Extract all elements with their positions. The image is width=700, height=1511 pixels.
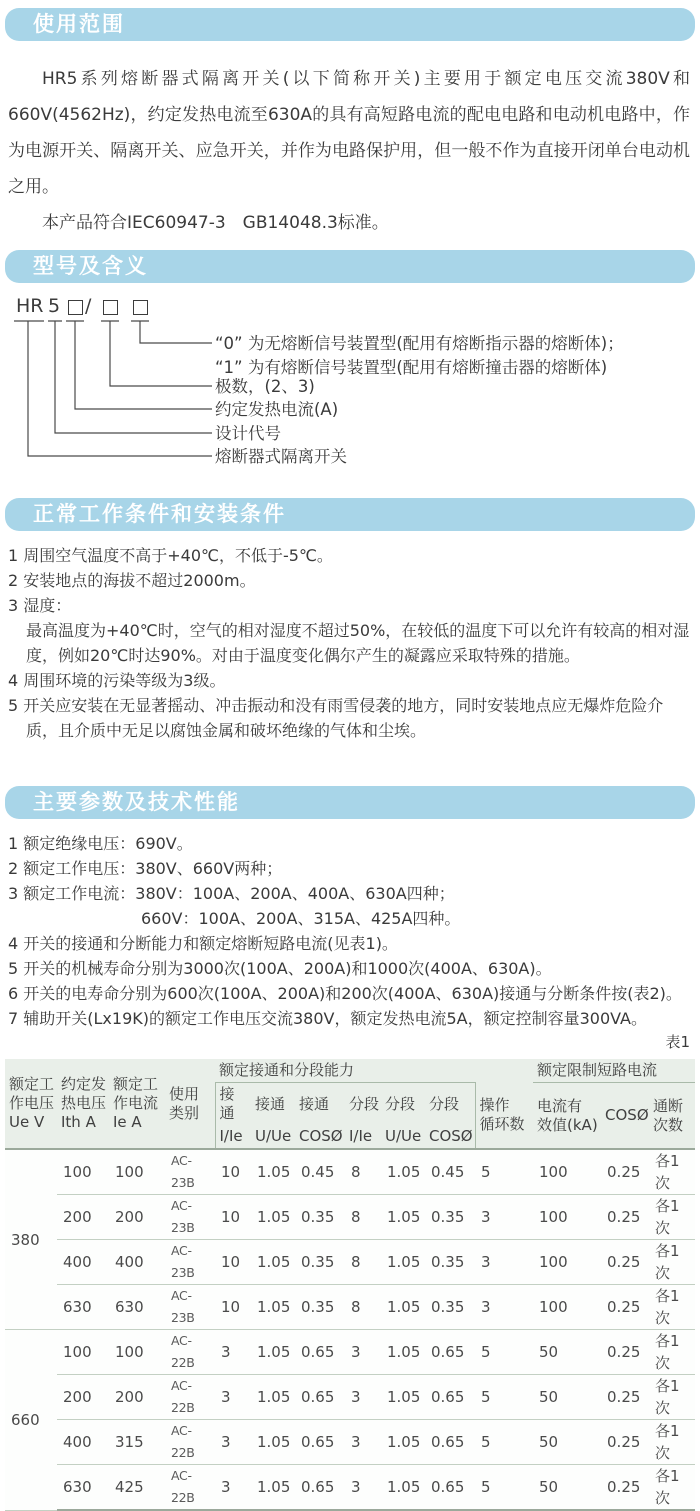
table-cell: 0.25 [601,1285,649,1330]
table-cell: 0.65 [425,1420,475,1465]
table-cell: 8 [345,1195,381,1240]
table-cell: 3 [215,1465,251,1511]
table-cell: 100 [57,1149,109,1195]
table-row [5,1195,695,1240]
model-label-switch-type: 熔断器式隔离开关 [215,447,347,466]
table-cell: 1.05 [251,1195,295,1240]
usage-paragraph-1: HR5系列熔断器式隔离开关(以下简称开关)主要用于额定电压交流380V和660V(4562Hz)，约定发热电流至630A的具有高短路电流的配电电路和电动机电路中，作为电源开关、隔离开关、应急开关，并作为电路保护用，但一般不作为直接开闭单台电动机之用。 [8,69,690,197]
col-header-thermal-current [57,1059,109,1149]
list-item: 1 周围空气温度不高于+40℃，不低于-5℃。 [8,546,333,565]
table-cell: AC-22B [165,1330,215,1375]
header-line: 约定发 [61,1075,107,1093]
table-cell: 5 [475,1465,533,1511]
col-header-cos: COSØ [295,1125,345,1149]
table-cell: 0.35 [425,1285,475,1330]
table-cell: 1.05 [251,1240,295,1285]
header-spacer [475,1059,533,1083]
table-cell: AC-22B [165,1420,215,1465]
col-header-rated-voltage [5,1059,57,1149]
col-header-cos: COSØ [601,1083,649,1150]
model-label-signal-0: “0” 为无熔断信号装置型(配用有熔断指示器的熔断体)； [215,334,624,353]
model-label-design-code: 设计代号 [215,424,281,443]
table-cell: 1.05 [381,1375,425,1420]
list-item: 1 额定绝缘电压：690V。 [8,834,193,853]
table-cell: 8 [345,1285,381,1330]
table-cell: AC-22B [165,1465,215,1511]
header-line: 通断 [653,1096,684,1115]
header-line: 作电流 [113,1094,159,1112]
table-cell: 400 [57,1240,109,1285]
table-cell: 0.65 [425,1375,475,1420]
table-cell: 630 [109,1285,165,1330]
col-header-off: 分段 [381,1083,425,1126]
table-cell: 1.05 [251,1285,295,1330]
table-cell: 100 [109,1149,165,1195]
table-cell: 100 [109,1330,165,1375]
table-cell: 50 [533,1420,601,1465]
col-header-i-ie: I/Ie [215,1125,251,1149]
table-cell: 50 [533,1465,601,1511]
table-cell: 3 [345,1330,381,1375]
table-cell: 1.05 [251,1149,295,1195]
header-line: Ie A [113,1113,142,1131]
table-cell: 0.25 [601,1375,649,1420]
table-cell: 630 [57,1285,109,1330]
header-line: 额定工 [113,1075,159,1093]
table-cell: 630 [57,1465,109,1511]
table-cell: 8 [345,1240,381,1285]
table-cell: 各1次 [649,1285,695,1330]
table-cell: 5 [475,1420,533,1465]
table-cell: 0.45 [425,1149,475,1195]
table-cell: 100 [533,1149,601,1195]
col-header-on: 接通 [295,1083,345,1126]
table-cell: 3 [215,1330,251,1375]
table-cell: 各1次 [649,1375,695,1420]
col-header-on: 接通 [251,1083,295,1126]
table-cell: 3 [345,1465,381,1511]
spec-table-body [5,1149,695,1510]
table-cell: 0.35 [295,1195,345,1240]
table-cell: 各1次 [649,1420,695,1465]
header-line: 次数 [653,1115,684,1134]
list-item: 5 开关应安装在无显著摇动、冲击振动和没有雨雪侵袭的地方，同时安装地点应无爆炸危险介质，且介质中无足以腐蚀金属和破坏绝缘的气体和尘埃。 [8,696,664,740]
col-header-off: 分段 [425,1083,475,1126]
table-cell: 10 [215,1149,251,1195]
table-cell: 0.45 [295,1149,345,1195]
conditions-list [8,543,692,743]
table-cell: AC-23B [165,1285,215,1330]
model-design-code: 5 [48,295,61,317]
table-cell: 0.35 [295,1240,345,1285]
col-header-effective-current [533,1083,601,1150]
section-header-usage: 使用范围 [5,8,695,41]
table-cell: AC-22B [165,1375,215,1420]
section-header-params: 主要参数及技术性能 [5,786,695,819]
table-cell: 3 [215,1420,251,1465]
table-row [5,1375,695,1420]
list-item: 最高温度为+40℃时，空气的相对湿度不超过50%，在较低的温度下可以允许有较高的相对湿度，例如20℃时达90%。对由于温度变化偶尔产生的凝露应采取特殊的措施。 [26,621,690,665]
table-cell: AC-23B [165,1240,215,1285]
connector-lines-icon [0,288,700,478]
params-list [8,831,692,1031]
table-cell: 0.35 [425,1195,475,1240]
table-cell: 10 [215,1195,251,1240]
col-header-usage-category [165,1059,215,1149]
table-cell: 0.35 [425,1240,475,1285]
model-diagram [0,288,700,478]
model-label-thermal-current: 约定发热电流(A) [215,400,339,419]
header-line: 使用 [169,1084,200,1103]
list-item: 2 额定工作电压：380V、660V两种； [8,859,283,878]
model-label-signal-1: “1” 为有熔断信号装置型(配用有熔断撞击器的熔断体) [215,358,608,377]
table-cell: 各1次 [649,1149,695,1195]
col-header-on: 接通 [215,1083,251,1126]
table-cell: 0.25 [601,1330,649,1375]
list-item: 3 湿度： [8,596,72,615]
model-placeholder-box-icon [133,300,148,315]
table-cell: 各1次 [649,1240,695,1285]
table-cell: 3 [475,1195,533,1240]
table-cell: 5 [475,1375,533,1420]
section-header-conditions: 正常工作条件和安装条件 [5,498,695,531]
col-header-off: 分段 [345,1083,381,1126]
list-item: 3 额定工作电流：380V：100A、200A、400A、630A四种； [8,884,455,903]
table-cell: 0.25 [601,1420,649,1465]
table-cell: 100 [533,1285,601,1330]
table-row [5,1285,695,1330]
table-cell: 8 [345,1149,381,1195]
voltage-group-label: 380 [5,1149,57,1330]
table-cell: 10 [215,1240,251,1285]
header-line: 热电压 [61,1094,107,1112]
table-cell: 1.05 [251,1330,295,1375]
table-cell: 5 [475,1149,533,1195]
col-header-i-ie: I/Ie [345,1125,381,1149]
table-row [5,1330,695,1375]
col-header-switch-times [649,1083,695,1150]
usage-paragraph-2: 本产品符合IEC60947-3 GB14048.3标准。 [42,213,389,233]
table-cell: 10 [215,1285,251,1330]
table-cell: 1.05 [381,1330,425,1375]
table-caption: 表1 [665,1033,690,1051]
header-line: 循环数 [479,1115,525,1134]
list-item: 5 开关的机械寿命分别为3000次(100A、200A)和1000次(400A、630A)。 [8,959,552,978]
table-cell: 0.65 [295,1465,345,1511]
group-header-make-break: 额定接通和分段能力 [215,1059,475,1083]
table-cell: 3 [345,1420,381,1465]
table-cell: 各1次 [649,1465,695,1511]
table-cell: 1.05 [251,1375,295,1420]
table-cell: 1.05 [251,1465,295,1511]
table-cell: 100 [533,1195,601,1240]
table-cell: 3 [215,1375,251,1420]
table-cell: 50 [533,1375,601,1420]
model-label-poles: 极数，(2、3) [215,377,315,396]
model-placeholder-box-icon [68,300,83,315]
table-cell: AC-23B [165,1195,215,1240]
table-cell: 50 [533,1330,601,1375]
list-item: 2 安装地点的海拔不超过2000m。 [8,571,256,590]
table-cell: 1.05 [381,1195,425,1240]
spec-table-header [5,1059,695,1149]
table-cell: 0.25 [601,1149,649,1195]
col-header-cos: COSØ [425,1125,475,1149]
table-cell: 200 [109,1195,165,1240]
table-cell: 0.25 [601,1240,649,1285]
voltage-group-label: 660 [5,1330,57,1511]
table-cell: 0.65 [295,1420,345,1465]
col-header-u-ue: U/Ue [251,1125,295,1149]
table-row [5,1240,695,1285]
group-header-short-circuit: 额定限制短路电流 [533,1059,695,1083]
table-cell: 315 [109,1420,165,1465]
table-cell: AC-23B [165,1149,215,1195]
table-cell: 3 [475,1240,533,1285]
table-cell: 3 [345,1375,381,1420]
table-cell: 200 [57,1375,109,1420]
list-item: 660V：100A、200A、315A、425A四种。 [141,909,461,928]
col-header-u-ue: U/Ue [381,1125,425,1149]
table-cell: 0.65 [425,1465,475,1511]
header-line: 类别 [169,1103,200,1122]
table-cell: 各1次 [649,1195,695,1240]
table-cell: 5 [475,1330,533,1375]
table-cell: 0.65 [295,1375,345,1420]
section-header-model: 型号及含义 [5,250,695,283]
table-cell: 400 [109,1240,165,1285]
header-line: 操作 [479,1096,510,1115]
table-cell: 425 [109,1465,165,1511]
table-row [5,1149,695,1195]
header-line: 额定工 [9,1075,55,1093]
list-item: 7 辅助开关(Lx19K)的额定工作电压交流380V，额定发热电流5A，额定控制容量300VA。 [8,1009,648,1028]
table-row [5,1465,695,1511]
table-cell: 1.05 [251,1420,295,1465]
usage-intro [8,61,690,241]
table-header-row-1 [5,1059,695,1083]
table-cell: 1.05 [381,1465,425,1511]
list-item: 4 开关的接通和分断能力和额定熔断短路电流(见表1)。 [8,934,398,953]
table-cell: 0.25 [601,1465,649,1511]
table-row [5,1420,695,1465]
table-cell: 0.65 [295,1330,345,1375]
table-cell: 3 [475,1285,533,1330]
header-line: 电流有 [537,1096,583,1115]
table-cell: 200 [57,1195,109,1240]
table-cell: 100 [57,1330,109,1375]
table-cell: 1.05 [381,1149,425,1195]
model-placeholder-box-icon [103,300,118,315]
header-line: 作电压 [9,1094,55,1112]
table-cell: 0.65 [425,1330,475,1375]
header-line: Ith A [61,1113,96,1131]
list-item: 4 周围环境的污染等级为3级。 [8,671,226,690]
table-cell: 各1次 [649,1330,695,1375]
table-cell: 400 [57,1420,109,1465]
header-line: Ue V [9,1113,45,1131]
table-cell: 200 [109,1375,165,1420]
spec-table [5,1059,695,1511]
table-cell: 100 [533,1240,601,1285]
col-header-working-current [109,1059,165,1149]
model-slash: / [85,295,92,317]
page-root [0,8,700,1507]
col-header-operation-cycles [475,1083,533,1150]
list-item: 6 开关的电寿命分别为600次(100A、200A)和200次(400A、630A)接通与分断条件按(表2)。 [8,984,682,1003]
table-cell: 1.05 [381,1420,425,1465]
header-line: 效值(kA) [537,1115,598,1134]
table-cell: 0.25 [601,1195,649,1240]
model-series-code: HR [16,295,44,317]
table-cell: 1.05 [381,1240,425,1285]
table-cell: 0.35 [295,1285,345,1330]
table-cell: 1.05 [381,1285,425,1330]
